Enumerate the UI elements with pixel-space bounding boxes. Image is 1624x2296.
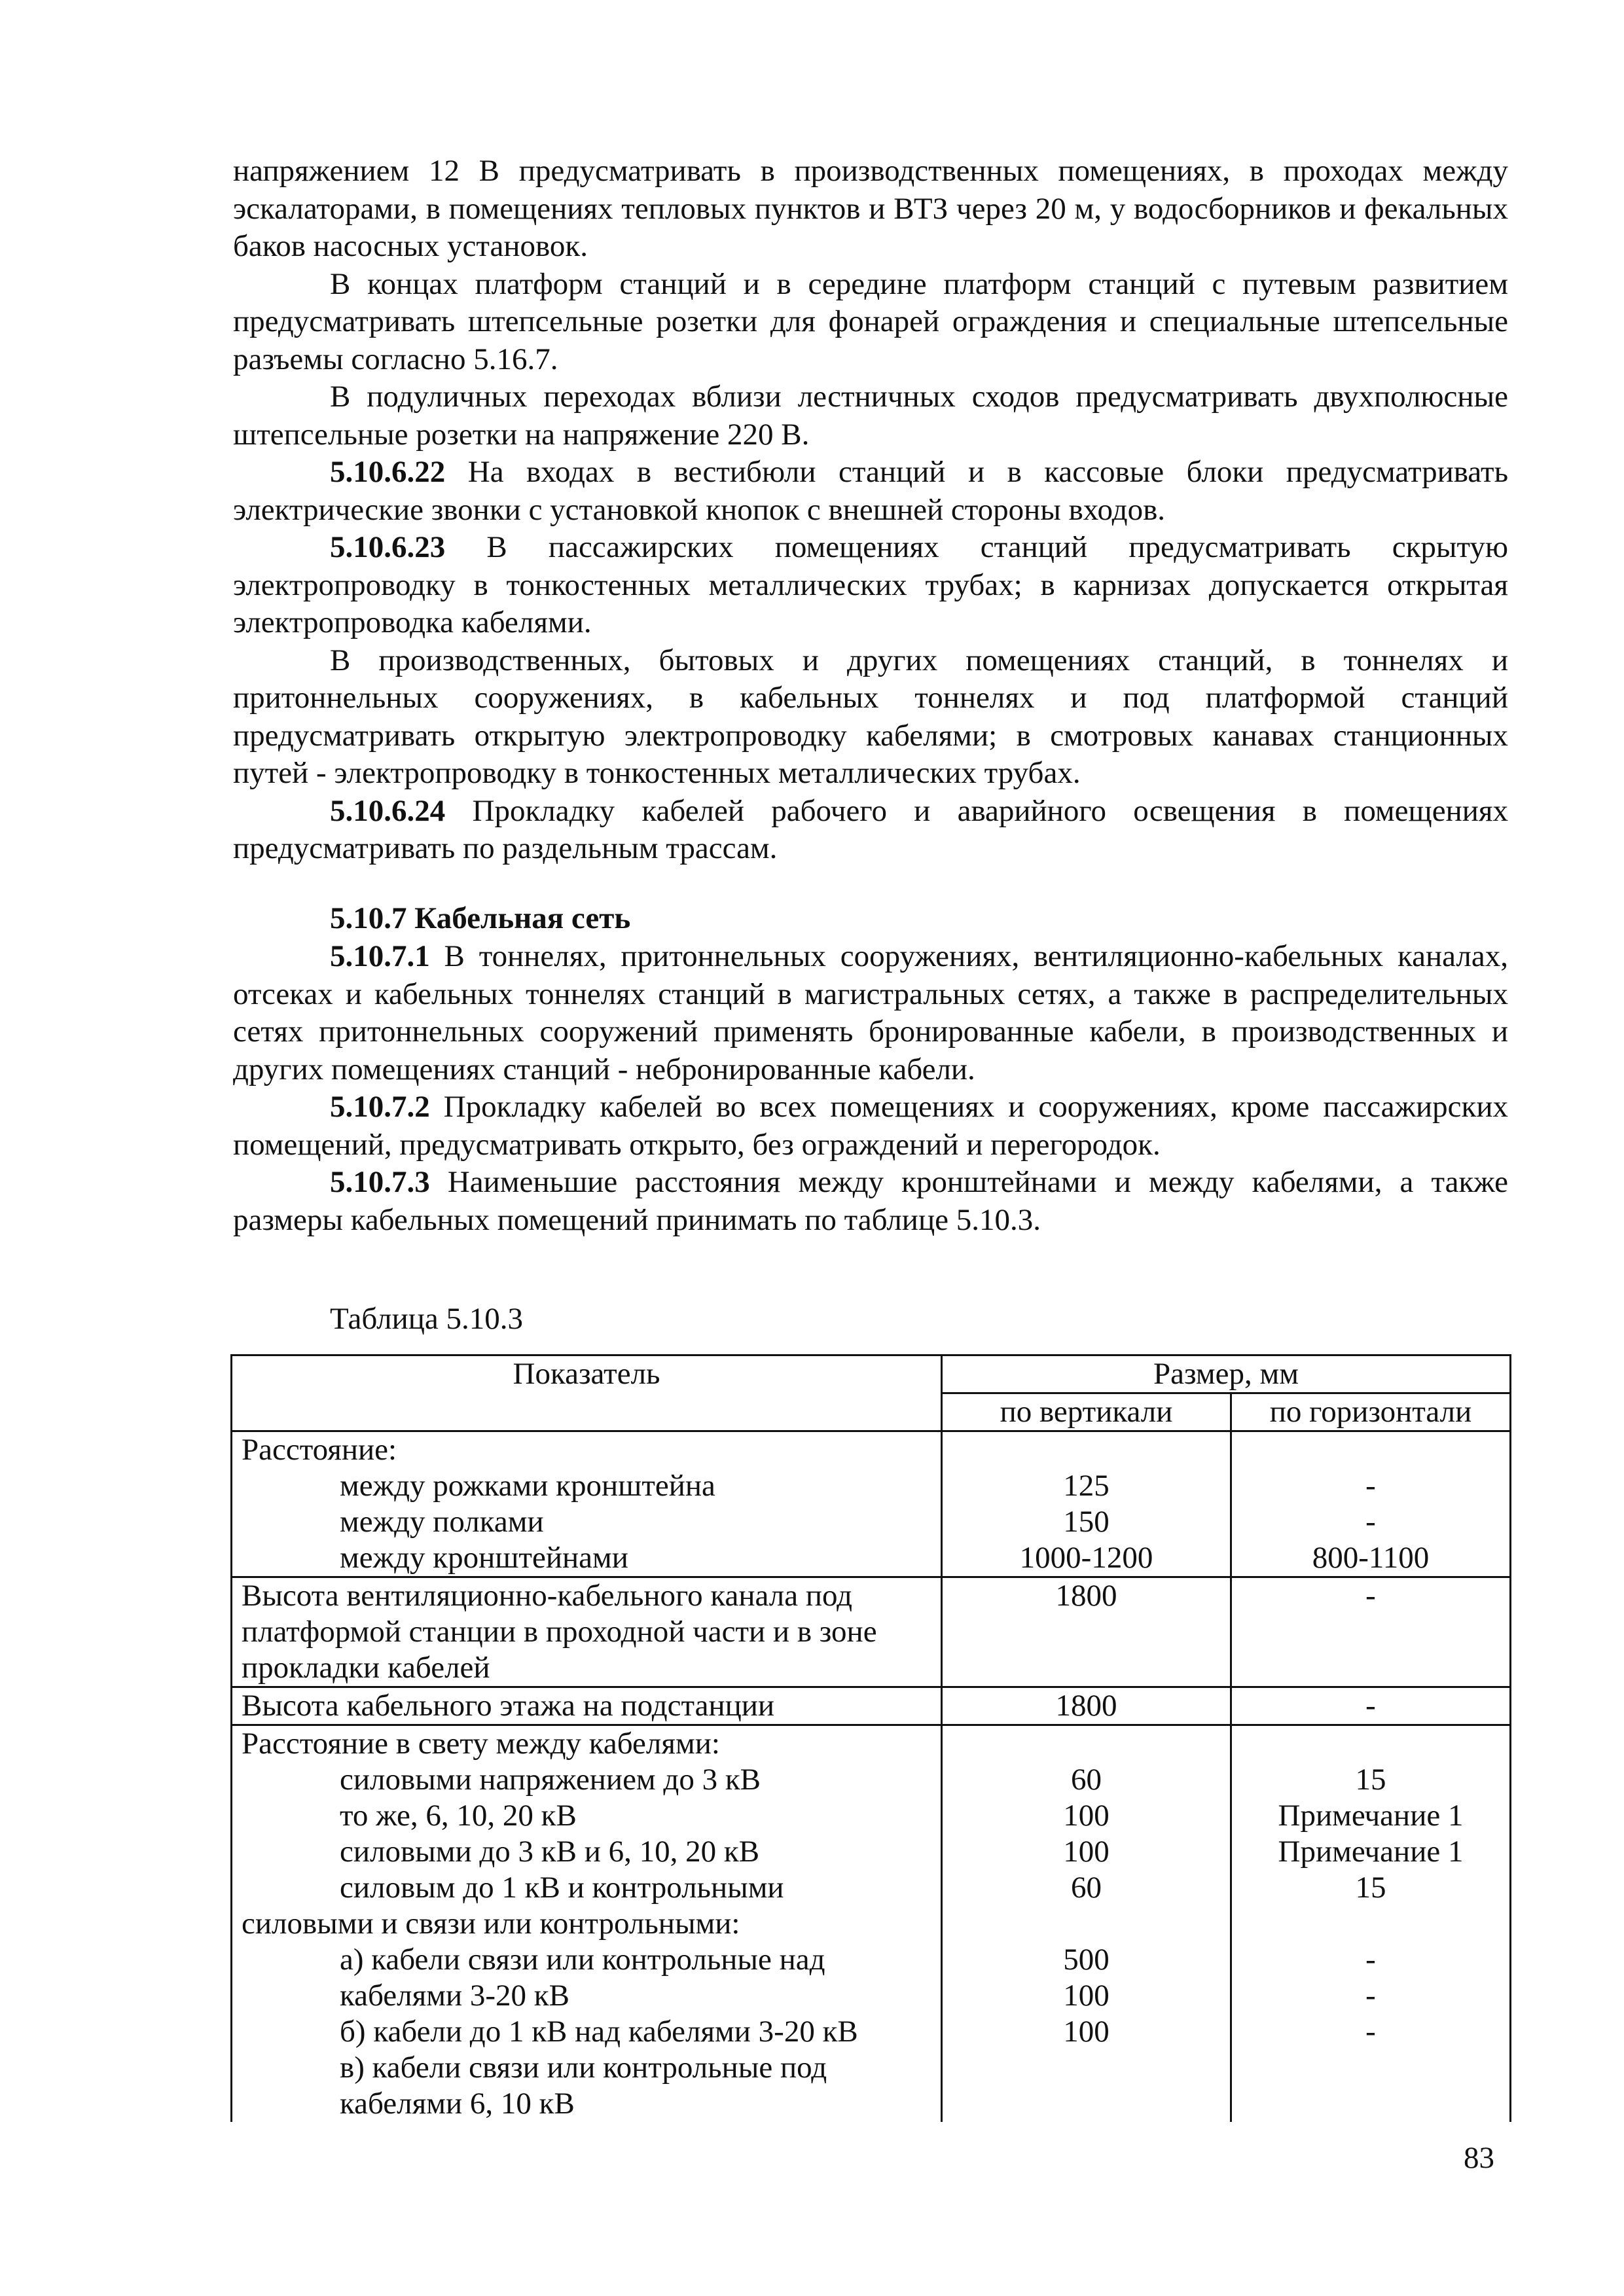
cell-vertical (942, 1431, 1231, 1577)
cell-horizontal (1231, 1577, 1511, 1687)
cell-line (1241, 1432, 1500, 1468)
paragraph-text: Прокладку кабелей во всех помещениях и сооружениях, кроме пассажирских помещений, предусматривать открыто, без ограждений и перегородок. (233, 1090, 1508, 1162)
cell-line: 125 (1063, 1469, 1110, 1503)
cell-line: в) кабели связи или контрольные под кабелями 6, 10 кВ (340, 2051, 827, 2121)
paragraph-text: В концах платформ станций и в середине платформ станций с путевым развитием предусматривать штепсельные розетки для фонарей ограждения и специальные штепсельные разъемы согласно 5.16.7. (233, 266, 1508, 376)
clause-number: 5.10.7.3 (330, 1165, 430, 1199)
cell-line: Примечание 1 (1278, 1799, 1464, 1833)
section-heading: 5.10.7 Кабельная сеть (330, 901, 631, 935)
cell-line: силовым до 1 кВ и контрольными (340, 1871, 784, 1905)
clause-number: 5.10.6.23 (330, 530, 446, 564)
header-vertical: по вертикали (942, 1393, 1231, 1431)
table-row-group (232, 1431, 1511, 1577)
table-row-group (232, 1725, 1511, 2123)
cell-line: 150 (1063, 1505, 1110, 1539)
cell-line (1241, 1906, 1500, 1942)
paragraph (233, 529, 1508, 642)
cell-line: 100 (1063, 2015, 1110, 2049)
cell-line: 500 (1063, 1943, 1110, 1977)
paragraph-text: В тоннелях, притоннельных сооружениях, вентиляционно-кабельных каналах, отсеках и кабельных тоннелях станций в магистральных сетях, а также в распределительных сетях притоннельных сооружений применять бронированные кабели, в производственных и других помещениях станций - небронированные кабели. (233, 939, 1508, 1086)
cell-line: 60 (1071, 1763, 1102, 1797)
cell-line: Высота кабельного этажа на подстанции (242, 1689, 775, 1723)
table-caption: Таблица 5.10.3 (330, 1302, 524, 1336)
cell-line: б) кабели до 1 кВ над кабелями 3-20 кВ (340, 2015, 858, 2049)
table-header (232, 1355, 1511, 1431)
paragraph (233, 454, 1508, 529)
cell-horizontal (1231, 1725, 1511, 2123)
paragraph (233, 938, 1508, 1088)
paragraph-text: В пассажирских помещениях станций предусматривать скрытую электропроводку в тонкостенных металлических трубах; в карнизах допускается открытая электропроводка кабелями. (233, 530, 1509, 639)
cell-line (1241, 1726, 1500, 1762)
cell-line: 1000-1200 (1019, 1541, 1153, 1575)
cell-line: 15 (1355, 1871, 1386, 1905)
clause-number: 5.10.6.24 (330, 793, 446, 828)
cell-line: - (1365, 2015, 1376, 2049)
cell-indicator (232, 1687, 942, 1725)
cell-line: 1800 (1055, 1579, 1117, 1613)
cell-line: Высота вентиляционно-кабельного канала под платформой станции в проходной части и в зоне прокладки кабелей (242, 1579, 877, 1685)
cell-line (952, 1906, 1221, 1942)
cell-line (952, 1432, 1221, 1468)
header-indicator: Показатель (232, 1355, 942, 1431)
cell-line: а) кабели связи или контрольные над кабелями 3-20 кВ (340, 1943, 825, 2013)
body-text-top (233, 152, 1508, 868)
cell-line: - (1365, 1469, 1376, 1503)
cell-line: между рожками кронштейна (340, 1469, 715, 1503)
cell-indicator (232, 1431, 942, 1577)
cell-line: то же, 6, 10, 20 кВ (340, 1799, 577, 1833)
cell-line: - (1365, 1943, 1376, 1977)
cell-line: между кронштейнами (340, 1541, 628, 1575)
header-horizontal: по горизонтали (1231, 1393, 1511, 1431)
clause-number: 5.10.7.2 (330, 1090, 430, 1124)
cell-horizontal (1231, 1687, 1511, 1725)
cell-line: 100 (1063, 1979, 1110, 2013)
cell-line: силовыми до 3 кВ и 6, 10, 20 кВ (340, 1835, 760, 1869)
body-text-bottom (233, 938, 1508, 1239)
table-row (232, 1725, 1511, 2123)
page-number: 83 (1464, 2141, 1494, 2175)
cell-line: - (1365, 1505, 1376, 1539)
paragraph-text: В производственных, бытовых и других помещениях станций, в тоннелях и притоннельных сооружениях, в кабельных тоннелях и под платформой станций предусматривать открытую электропроводку кабелями; в смотровых канавах станционных путей - электропроводку в тонкостенных металлических трубах. (233, 643, 1508, 790)
cell-line: 800-1100 (1312, 1541, 1430, 1575)
cell-line: Расстояние: (242, 1433, 397, 1467)
cell-line: Расстояние в свету между кабелями: (242, 1727, 720, 1761)
paragraph-text: В подуличных переходах вблизи лестничных сходов предусматривать двухполюсные штепсельные розетки на напряжение 220 В. (233, 380, 1508, 452)
paragraph (233, 642, 1508, 793)
cell-line: - (1365, 1689, 1376, 1723)
table-row-group (232, 1577, 1511, 1687)
paragraph-text: Прокладку кабелей рабочего и аварийного освещения в помещениях предусматривать по раздельным трассам. (233, 793, 1508, 865)
cell-line: - (1365, 1579, 1376, 1613)
cell-line: силовыми напряжением до 3 кВ (340, 1763, 761, 1797)
cell-vertical (942, 1725, 1231, 2123)
clause-number: 5.10.7.1 (330, 939, 430, 973)
header-size: Размер, мм (942, 1355, 1511, 1393)
table-row (232, 1577, 1511, 1687)
paragraph (233, 378, 1508, 454)
paragraph-text: Наименьшие расстояния между кронштейнами и между кабелями, а также размеры кабельных помещений принимать по таблице 5.10.3. (233, 1165, 1509, 1237)
cell-vertical (942, 1577, 1231, 1687)
cell-line: - (1365, 1979, 1376, 2013)
cell-indicator (232, 1725, 942, 2123)
paragraph (233, 1088, 1508, 1164)
cell-line: Примечание 1 (1278, 1835, 1464, 1869)
table-row-group (232, 1687, 1511, 1725)
cell-vertical (942, 1687, 1231, 1725)
paragraph-text: напряжением 12 В предусматривать в производственных помещениях, в проходах между эскалаторами, в помещениях тепловых пунктов и ВТЗ через 20 м, у водосборников и фекальных баков насосных установок. (233, 154, 1508, 263)
cell-line: 100 (1063, 1835, 1110, 1869)
cell-line (952, 1726, 1221, 1762)
paragraph (233, 793, 1508, 868)
spec-table (230, 1354, 1511, 2122)
cell-line: 100 (1063, 1799, 1110, 1833)
clause-number: 5.10.6.22 (330, 455, 446, 489)
cell-indicator (232, 1577, 942, 1687)
cell-line: 15 (1355, 1763, 1386, 1797)
cell-line: 1800 (1055, 1689, 1117, 1723)
cell-line: 60 (1071, 1871, 1102, 1905)
paragraph (233, 152, 1508, 266)
paragraph-text: На входах в вестибюли станций и в кассовые блоки предусматривать электрические звонки с установкой кнопок с внешней стороны входов. (233, 455, 1508, 527)
table-row (232, 1431, 1511, 1577)
paragraph (233, 266, 1508, 379)
paragraph (233, 1164, 1508, 1239)
table-row (232, 1687, 1511, 1725)
cell-line: между полками (340, 1505, 544, 1539)
cell-line: силовыми и связи или контрольными: (242, 1907, 740, 1941)
cell-horizontal (1231, 1431, 1511, 1577)
